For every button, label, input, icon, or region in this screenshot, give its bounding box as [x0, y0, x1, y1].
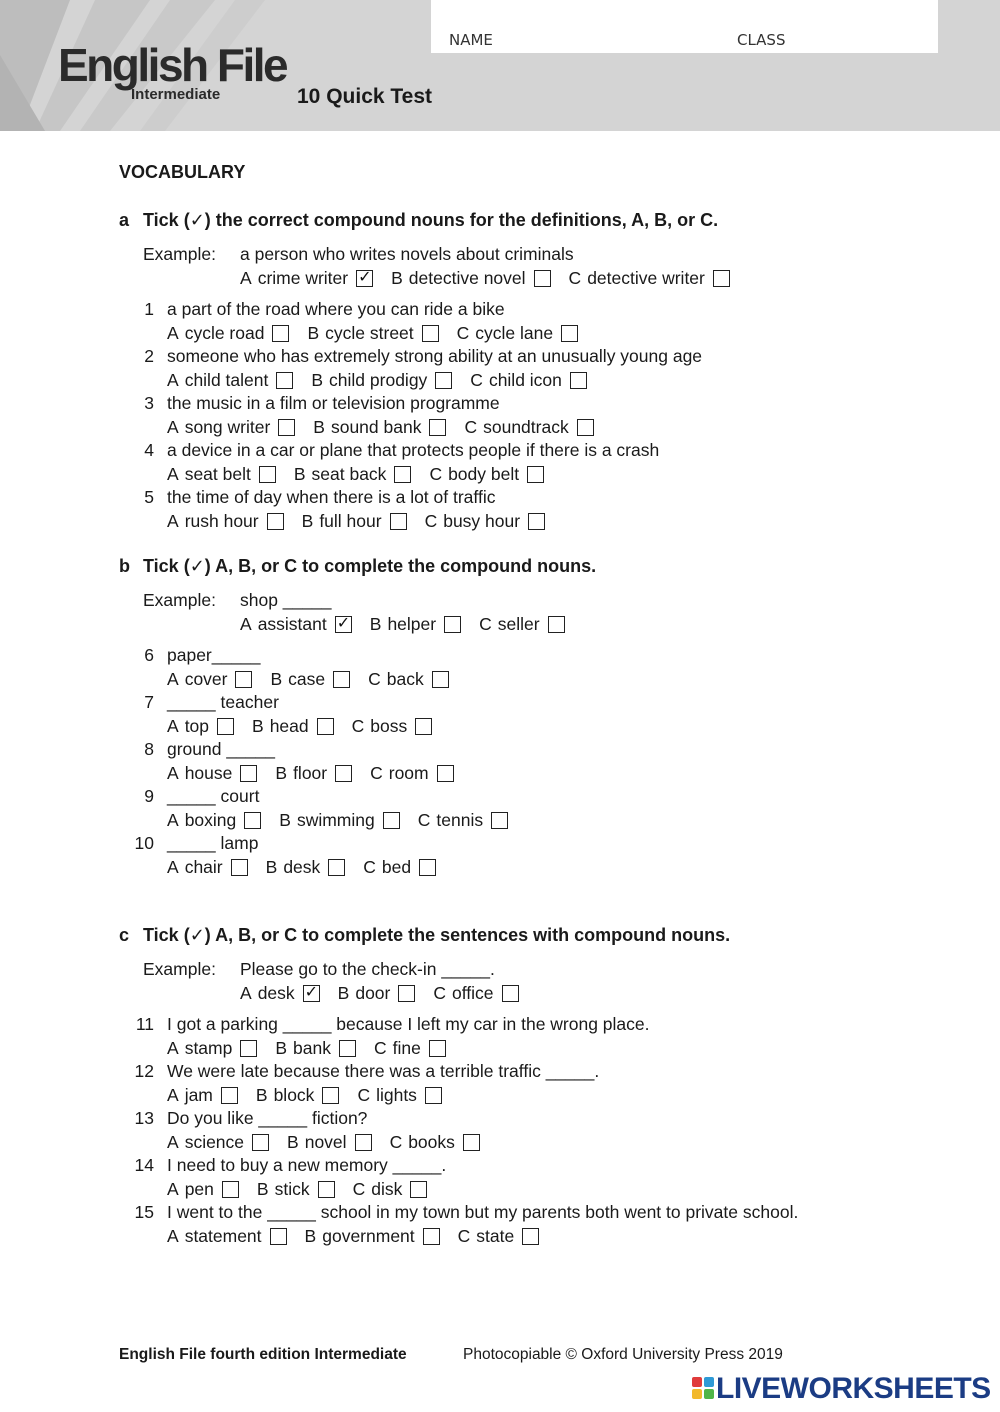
- option-a: [167, 370, 293, 390]
- option-b: [279, 810, 399, 830]
- part-letter: c: [119, 925, 130, 945]
- options-row: [240, 614, 583, 634]
- option-text: head: [269, 716, 309, 736]
- option-b: [370, 614, 461, 634]
- option-text: stick: [274, 1179, 310, 1199]
- part-letter: a: [119, 210, 130, 230]
- option-text: statement: [184, 1226, 262, 1246]
- option-text: child icon: [488, 370, 562, 390]
- option-c: [569, 268, 730, 288]
- tick-box[interactable]: [394, 466, 411, 483]
- option-text: full hour: [319, 511, 382, 531]
- option-text: swimming: [296, 810, 375, 830]
- question-prompt: _____ court: [167, 786, 260, 806]
- option-letter: A: [167, 323, 179, 343]
- tick-box[interactable]: [235, 671, 252, 688]
- option-text: busy hour: [443, 511, 521, 531]
- option-letter: B: [275, 763, 288, 783]
- option-letter: A: [167, 370, 179, 390]
- question-number: 1: [144, 299, 154, 319]
- option-text: rush hour: [184, 511, 259, 531]
- header-band: [0, 0, 1000, 131]
- options-row: [167, 1179, 445, 1199]
- option-b: [275, 1038, 356, 1058]
- option-letter: A: [167, 763, 179, 783]
- question-number: 9: [144, 786, 154, 806]
- option-letter: C: [417, 810, 431, 830]
- tick-box[interactable]: [240, 1040, 257, 1057]
- tick-box[interactable]: [318, 1181, 335, 1198]
- option-letter: B: [293, 464, 306, 484]
- option-letter: C: [351, 716, 365, 736]
- question-prompt: ground _____: [167, 739, 276, 759]
- class-label: CLASS: [737, 31, 786, 49]
- question-prompt: the time of day when there is a lot of traffic: [167, 487, 496, 507]
- options-row: [240, 983, 537, 1003]
- option-text: back: [386, 669, 424, 689]
- option-text: house: [184, 763, 233, 783]
- name-class-box: [431, 0, 938, 53]
- option-a: [167, 716, 234, 736]
- option-text: seller: [497, 614, 540, 634]
- tick-box[interactable]: [528, 513, 545, 530]
- option-letter: C: [456, 323, 470, 343]
- option-text: floor: [293, 763, 328, 783]
- tick-box[interactable]: [333, 671, 350, 688]
- option-letter: A: [240, 983, 252, 1003]
- option-letter: B: [369, 614, 382, 634]
- option-c: [390, 1132, 480, 1152]
- option-letter: A: [167, 417, 179, 437]
- option-letter: A: [167, 669, 179, 689]
- option-letter: B: [287, 1132, 299, 1152]
- options-row: [167, 1085, 460, 1105]
- tick-box[interactable]: [548, 616, 565, 633]
- option-letter: B: [256, 1179, 269, 1199]
- option-letter: C: [357, 1085, 371, 1105]
- tick-box[interactable]: [335, 616, 352, 633]
- option-a: [240, 614, 352, 634]
- option-a: [167, 1226, 287, 1246]
- tick-box[interactable]: [244, 812, 261, 829]
- tick-box[interactable]: [278, 419, 295, 436]
- options-row: [167, 511, 563, 531]
- option-letter: B: [391, 268, 403, 288]
- option-text: tennis: [436, 810, 484, 830]
- option-letter: C: [464, 417, 478, 437]
- option-c: [458, 1226, 540, 1246]
- option-text: cycle road: [184, 323, 265, 343]
- option-text: novel: [304, 1132, 347, 1152]
- question-prompt: a device in a car or plane that protects people if there is a crash: [167, 440, 660, 460]
- option-c: [425, 511, 546, 531]
- option-c: [429, 464, 544, 484]
- option-letter: B: [311, 370, 324, 390]
- option-letter: C: [370, 763, 383, 783]
- option-letter: A: [167, 464, 179, 484]
- option-text: detective novel: [408, 268, 526, 288]
- option-c: [479, 614, 564, 634]
- option-c: [374, 1038, 446, 1058]
- test-title: 10 Quick Test: [297, 85, 433, 108]
- option-letter: C: [479, 614, 492, 634]
- tick-box[interactable]: [435, 372, 452, 389]
- tick-box[interactable]: [322, 1087, 339, 1104]
- tick-box[interactable]: [410, 1181, 427, 1198]
- instruction-text: Tick (✓) A, B, or C to complete the sentences with compound nouns.: [143, 925, 731, 945]
- option-c: [433, 983, 518, 1003]
- tick-box[interactable]: [217, 718, 234, 735]
- option-text: state: [476, 1226, 515, 1246]
- option-c: [363, 857, 436, 877]
- option-a: [167, 323, 289, 343]
- option-text: song writer: [184, 417, 271, 437]
- option-text: office: [452, 983, 494, 1003]
- tick-box[interactable]: [356, 270, 373, 287]
- option-a: [167, 511, 284, 531]
- option-a: [240, 983, 320, 1003]
- option-a: [167, 1132, 269, 1152]
- option-letter: C: [470, 370, 483, 390]
- part-b-instruction: [119, 556, 596, 577]
- options-row: [167, 716, 450, 736]
- options-row: [240, 268, 748, 288]
- option-b: [294, 464, 412, 484]
- tick-box[interactable]: [383, 812, 400, 829]
- tick-box[interactable]: [240, 765, 257, 782]
- tick-box[interactable]: [267, 513, 284, 530]
- option-a: [167, 1179, 239, 1199]
- question-prompt: _____ teacher: [167, 692, 279, 712]
- options-row: [167, 669, 467, 689]
- tick-box[interactable]: [222, 1181, 239, 1198]
- option-text: body belt: [448, 464, 520, 484]
- option-text: desk: [257, 983, 295, 1003]
- tick-box[interactable]: [419, 859, 436, 876]
- option-b: [391, 268, 550, 288]
- option-letter: C: [389, 1132, 403, 1152]
- option-text: bank: [293, 1038, 331, 1058]
- option-text: detective writer: [587, 268, 705, 288]
- tick-box[interactable]: [270, 1228, 287, 1245]
- tick-box[interactable]: [398, 985, 415, 1002]
- options-row: [167, 1038, 464, 1058]
- tick-box[interactable]: [444, 616, 461, 633]
- example-prompt: shop _____: [240, 590, 332, 610]
- question-number: 13: [134, 1108, 154, 1128]
- question-number: 3: [144, 393, 154, 413]
- option-text: desk: [283, 857, 321, 877]
- liveworksheets-grid-icon: [692, 1377, 714, 1399]
- option-letter: C: [363, 857, 376, 877]
- question-prompt: someone who has extremely strong ability at an unusually young age: [167, 346, 703, 366]
- tick-box[interactable]: [577, 419, 594, 436]
- option-text: jam: [184, 1085, 213, 1105]
- tick-box[interactable]: [390, 513, 407, 530]
- option-a: [167, 464, 276, 484]
- example-prompt: a person who writes novels about criminals: [240, 244, 574, 264]
- question-prompt: I went to the _____ school in my town but my parents both went to private school.: [167, 1202, 799, 1222]
- option-letter: C: [457, 1226, 471, 1246]
- tick-box[interactable]: [221, 1087, 238, 1104]
- section-title: VOCABULARY: [119, 162, 246, 182]
- logo-title: English File: [58, 39, 287, 91]
- tick-box[interactable]: [491, 812, 508, 829]
- option-text: pen: [184, 1179, 214, 1199]
- tick-box[interactable]: [502, 985, 519, 1002]
- tick-box[interactable]: [463, 1134, 480, 1151]
- logo-subtitle: Intermediate: [131, 86, 221, 103]
- tick-box[interactable]: [423, 1228, 440, 1245]
- liveworksheets-text: LIVEWORKSHEETS: [716, 1372, 991, 1405]
- option-letter: A: [240, 614, 252, 634]
- options-row: [167, 763, 472, 783]
- option-text: books: [408, 1132, 455, 1152]
- tick-box[interactable]: [713, 270, 730, 287]
- example-label: Example:: [143, 244, 216, 264]
- option-text: cycle street: [325, 323, 414, 343]
- option-text: science: [184, 1132, 245, 1152]
- tick-box[interactable]: [422, 325, 439, 342]
- options-row: [167, 857, 454, 877]
- tick-box[interactable]: [231, 859, 248, 876]
- tick-box[interactable]: [339, 1040, 356, 1057]
- option-text: case: [288, 669, 326, 689]
- option-c: [370, 763, 454, 783]
- option-text: cover: [184, 669, 228, 689]
- footer-edition: English File fourth edition Intermediate: [119, 1346, 407, 1363]
- option-letter: B: [252, 716, 264, 736]
- option-text: sound bank: [330, 417, 422, 437]
- option-a: [167, 669, 252, 689]
- option-text: seat belt: [184, 464, 251, 484]
- option-letter: B: [275, 1038, 288, 1058]
- option-b: [256, 1085, 340, 1105]
- option-text: room: [388, 763, 429, 783]
- option-b: [311, 370, 452, 390]
- tick-box[interactable]: [534, 270, 551, 287]
- option-text: child talent: [184, 370, 269, 390]
- option-b: [275, 763, 352, 783]
- option-c: [457, 323, 578, 343]
- option-letter: B: [255, 1085, 268, 1105]
- option-letter: C: [429, 464, 443, 484]
- option-b: [302, 511, 407, 531]
- option-text: top: [184, 716, 210, 736]
- options-row: [167, 323, 596, 343]
- question-number: 12: [134, 1061, 154, 1081]
- question-number: 5: [144, 487, 154, 507]
- option-text: bed: [381, 857, 412, 877]
- name-label: NAME: [449, 31, 493, 49]
- option-letter: B: [313, 417, 325, 437]
- tick-box[interactable]: [522, 1228, 539, 1245]
- tick-box[interactable]: [429, 1040, 446, 1057]
- option-letter: B: [307, 323, 320, 343]
- option-c: [470, 370, 587, 390]
- option-letter: B: [265, 857, 278, 877]
- part-letter: b: [119, 556, 130, 576]
- option-b: [313, 417, 446, 437]
- option-letter: B: [270, 669, 283, 689]
- option-a: [167, 1038, 257, 1058]
- options-row: [167, 417, 612, 437]
- example-prompt: Please go to the check-in _____.: [240, 959, 495, 979]
- option-text: seat back: [311, 464, 387, 484]
- option-c: [464, 417, 593, 437]
- option-c: [368, 669, 449, 689]
- tick-box[interactable]: [570, 372, 587, 389]
- option-letter: A: [167, 810, 179, 830]
- option-letter: C: [352, 1179, 366, 1199]
- option-letter: C: [424, 511, 438, 531]
- option-a: [167, 1085, 238, 1105]
- option-b: [307, 323, 438, 343]
- instruction-text: Tick (✓) A, B, or C to complete the compound nouns.: [143, 556, 597, 576]
- question-number: 4: [144, 440, 154, 460]
- tick-box[interactable]: [432, 671, 449, 688]
- option-text: lights: [376, 1085, 417, 1105]
- question-number: 7: [144, 692, 154, 712]
- option-text: fine: [392, 1038, 421, 1058]
- question-number: 10: [134, 833, 154, 853]
- option-letter: C: [568, 268, 582, 288]
- tick-box[interactable]: [252, 1134, 269, 1151]
- option-b: [338, 983, 416, 1003]
- footer-copyright: Photocopiable © Oxford University Press 2019: [463, 1346, 783, 1363]
- tick-box[interactable]: [561, 325, 578, 342]
- option-a: [167, 857, 248, 877]
- question-prompt: Do you like _____ fiction?: [167, 1108, 368, 1128]
- options-row: [167, 464, 562, 484]
- option-text: disk: [371, 1179, 403, 1199]
- option-a: [167, 810, 261, 830]
- question-number: 11: [135, 1014, 154, 1034]
- option-a: [167, 417, 295, 437]
- option-b: [270, 669, 350, 689]
- option-text: child prodigy: [329, 370, 428, 390]
- question-prompt: _____ lamp: [167, 833, 259, 853]
- question-number: 15: [134, 1202, 154, 1222]
- option-letter: A: [167, 857, 179, 877]
- example-label: Example:: [143, 959, 216, 979]
- question-prompt: I need to buy a new memory _____.: [167, 1155, 447, 1175]
- example-label: Example:: [143, 590, 216, 610]
- tick-box[interactable]: [415, 718, 432, 735]
- option-b: [266, 857, 346, 877]
- tick-box[interactable]: [272, 325, 289, 342]
- option-text: cycle lane: [475, 323, 554, 343]
- part-a-instruction: [119, 210, 718, 231]
- tick-box[interactable]: [355, 1134, 372, 1151]
- tick-box[interactable]: [425, 1087, 442, 1104]
- option-text: crime writer: [257, 268, 349, 288]
- question-prompt: We were late because there was a terrible traffic _____.: [167, 1061, 600, 1081]
- option-text: block: [273, 1085, 315, 1105]
- tick-box[interactable]: [328, 859, 345, 876]
- option-c: [357, 1085, 442, 1105]
- tick-box[interactable]: [527, 466, 544, 483]
- option-text: chair: [184, 857, 223, 877]
- option-letter: A: [167, 1085, 179, 1105]
- option-a: [240, 268, 373, 288]
- question-prompt: I got a parking _____ because I left my car in the wrong place.: [167, 1014, 650, 1034]
- option-text: boss: [370, 716, 408, 736]
- option-letter: A: [167, 1226, 179, 1246]
- option-letter: A: [167, 716, 179, 736]
- option-b: [252, 716, 334, 736]
- option-b: [287, 1132, 372, 1152]
- option-letter: B: [279, 810, 291, 830]
- tick-box[interactable]: [276, 372, 293, 389]
- option-c: [418, 810, 508, 830]
- option-letter: A: [167, 1038, 179, 1058]
- option-letter: C: [373, 1038, 387, 1058]
- option-letter: A: [167, 511, 179, 531]
- question-prompt: the music in a film or television programme: [167, 393, 500, 413]
- tick-box[interactable]: [317, 718, 334, 735]
- tick-box[interactable]: [259, 466, 276, 483]
- option-letter: C: [433, 983, 447, 1003]
- tick-box[interactable]: [335, 765, 352, 782]
- option-letter: A: [167, 1132, 179, 1152]
- option-b: [257, 1179, 335, 1199]
- option-c: [352, 716, 433, 736]
- option-text: helper: [387, 614, 437, 634]
- option-text: soundtrack: [483, 417, 569, 437]
- option-letter: B: [304, 1226, 317, 1246]
- option-letter: B: [337, 983, 350, 1003]
- option-letter: C: [368, 669, 381, 689]
- options-row: [167, 1226, 557, 1246]
- tick-box[interactable]: [429, 419, 446, 436]
- option-text: door: [355, 983, 391, 1003]
- option-a: [167, 763, 257, 783]
- question-prompt: paper_____: [167, 645, 261, 665]
- question-number: 6: [144, 645, 154, 665]
- instruction-text: Tick (✓) the correct compound nouns for the definitions, A, B, or C.: [143, 210, 719, 230]
- options-row: [167, 370, 605, 390]
- option-text: boxing: [184, 810, 237, 830]
- option-text: government: [322, 1226, 415, 1246]
- option-letter: A: [240, 268, 252, 288]
- option-text: stamp: [184, 1038, 233, 1058]
- option-letter: B: [301, 511, 314, 531]
- part-c-instruction: [119, 925, 730, 946]
- question-number: 8: [144, 739, 154, 759]
- option-letter: A: [167, 1179, 179, 1199]
- question-prompt: a part of the road where you can ride a bike: [167, 299, 505, 319]
- question-number: 2: [144, 346, 154, 366]
- option-c: [353, 1179, 428, 1199]
- tick-box[interactable]: [437, 765, 454, 782]
- options-row: [167, 810, 526, 830]
- option-text: assistant: [257, 614, 327, 634]
- question-number: 14: [134, 1155, 154, 1175]
- option-b: [305, 1226, 440, 1246]
- options-row: [167, 1132, 498, 1152]
- tick-box[interactable]: [303, 985, 320, 1002]
